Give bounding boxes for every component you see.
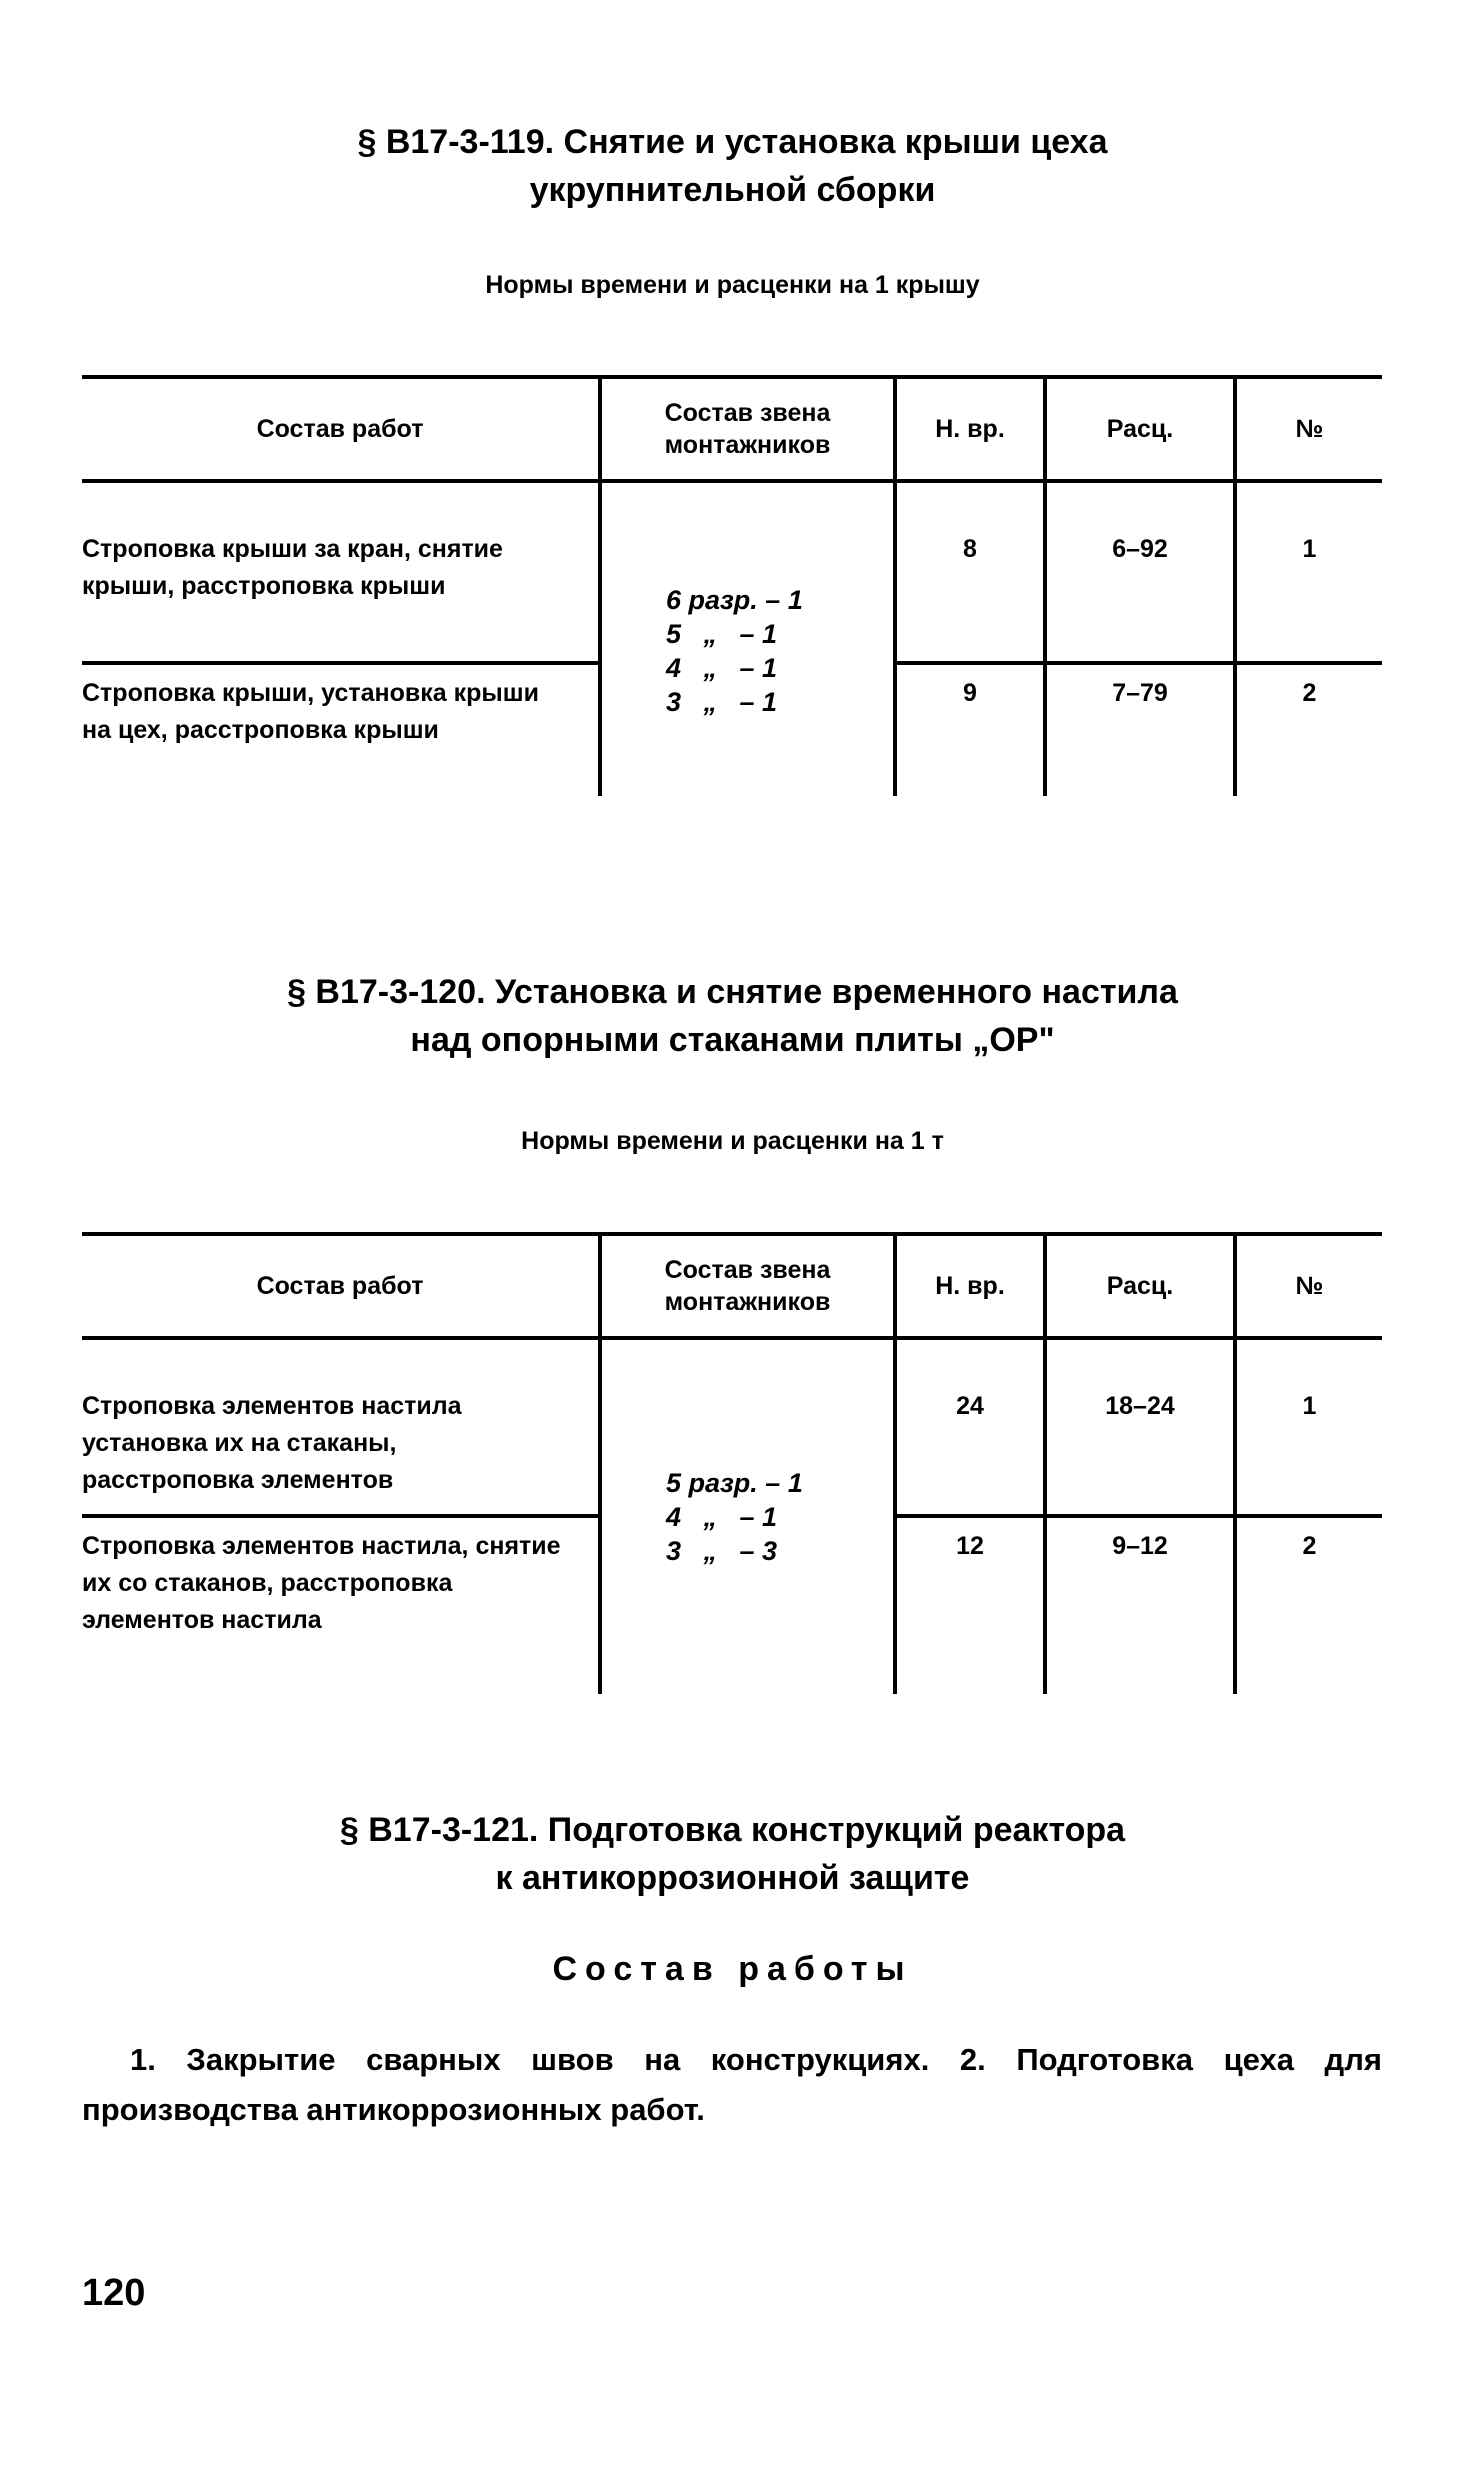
time-norm: 9 (895, 663, 1045, 796)
rate: 9–12 (1045, 1516, 1235, 1694)
section-title-line: к антикоррозионной защите (495, 1859, 970, 1897)
row-number: 2 (1235, 663, 1382, 796)
time-norm: 12 (895, 1516, 1045, 1694)
section-title-120 (0, 968, 1465, 1064)
table-header-row (82, 377, 1382, 481)
section-title-line: § В17-3-119. Снятие и установка крыши цеха (357, 123, 1108, 161)
section-title-119 (0, 118, 1465, 214)
section-title-121 (0, 1806, 1465, 1902)
subheading: Состав работы (552, 1950, 913, 1988)
table-row (82, 481, 1382, 663)
norm-caption: Нормы времени и расценки на 1 крышу (485, 271, 980, 299)
col-header-rate: Расц. (1045, 377, 1235, 481)
rate: 7–79 (1045, 663, 1235, 796)
section-title-line: над опорными стаканами плиты „ОР" (410, 1021, 1055, 1059)
row-number: 1 (1235, 481, 1382, 663)
row-number: 2 (1235, 1516, 1382, 1694)
norms-table-120 (82, 1232, 1382, 1694)
table-header-row (82, 1234, 1382, 1338)
body-paragraph: 1. Закрытие сварных швов на конструкциях. 2. Подготовка цеха для производства антикоррозионных работ. (82, 2042, 1382, 2127)
section-title-line: § В17-3-121. Подготовка конструкций реактора (339, 1811, 1126, 1849)
col-header-work: Состав работ (256, 1272, 424, 1300)
col-header-rate: Расц. (1045, 1234, 1235, 1338)
work-description: Строповка крыши за кран, снятие крыши, расстроповка крыши (82, 535, 503, 600)
work-description: Строповка крыши, установка крыши на цех, расстроповка крыши (82, 663, 600, 796)
time-norm: 8 (895, 481, 1045, 663)
norm-caption: Нормы времени и расценки на 1 т (521, 1127, 944, 1155)
col-header-number: № (1235, 1234, 1382, 1338)
crew-composition (600, 1338, 895, 1694)
work-description: Строповка элементов настила установка их на стаканы, расстроповка элементов (82, 1392, 462, 1494)
section-title-line: § В17-3-120. Установка и снятие временного настила (287, 973, 1178, 1011)
section-title-line: укрупнительной сборки (529, 171, 936, 209)
row-number: 1 (1235, 1338, 1382, 1516)
col-header-crew: Состав звена монтажников (600, 377, 895, 481)
page-number: 120 (82, 2272, 146, 2314)
crew-list: 6 разр. – 1 5 „ – 1 4 „ – 1 3 „ – 1 (666, 584, 803, 717)
col-header-work: Состав работ (256, 415, 424, 443)
col-header-time: Н. вр. (895, 377, 1045, 481)
col-header-time: Н. вр. (895, 1234, 1045, 1338)
table-row (82, 1338, 1382, 1516)
rate: 6–92 (1045, 481, 1235, 663)
work-description: Строповка элементов настила, снятие их со стаканов, расстроповка элементов настила (82, 1516, 600, 1694)
norms-table-119 (82, 375, 1382, 796)
crew-list: 5 разр. – 1 4 „ – 1 3 „ – 3 (666, 1468, 803, 1566)
col-header-crew: Состав звена монтажников (600, 1234, 895, 1338)
col-header-number: № (1235, 377, 1382, 481)
time-norm: 24 (895, 1338, 1045, 1516)
rate: 18–24 (1045, 1338, 1235, 1516)
crew-composition (600, 481, 895, 796)
